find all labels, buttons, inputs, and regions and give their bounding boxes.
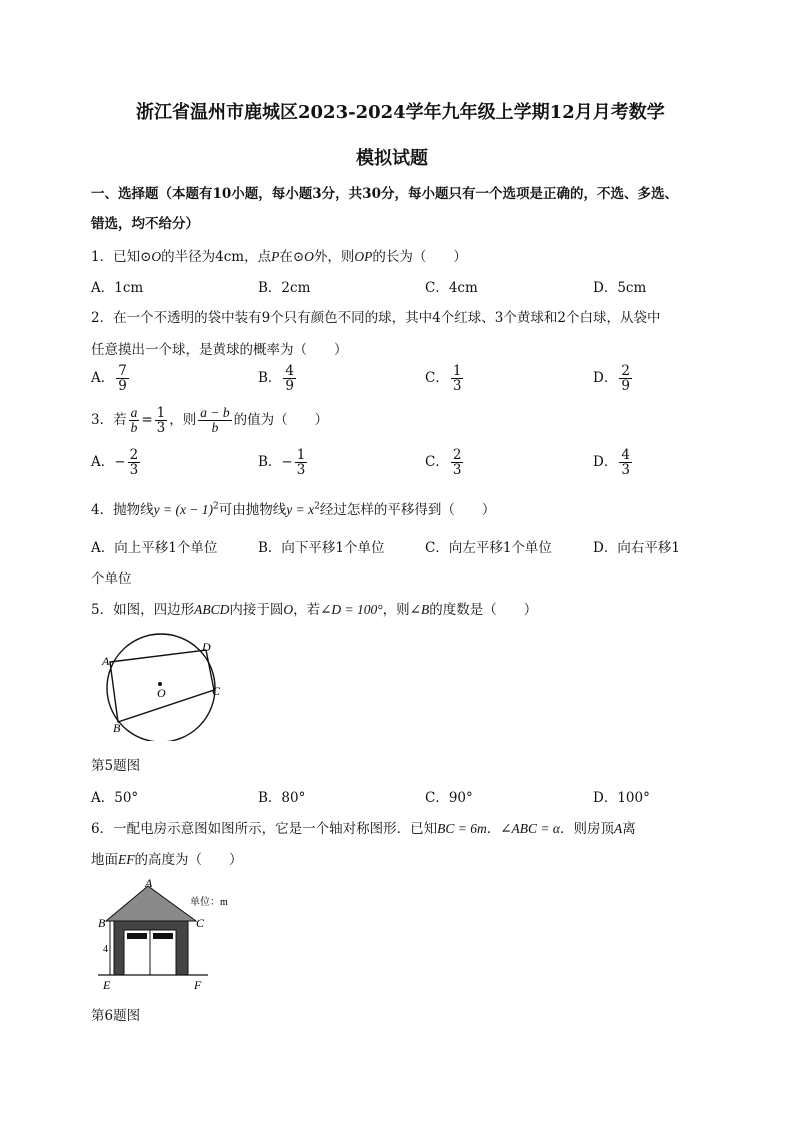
q3-option-c[interactable] <box>425 448 465 477</box>
angle-abc: ∠ABC = α <box>500 821 560 836</box>
house-figure <box>92 878 252 993</box>
q2-option-d[interactable] <box>593 364 634 393</box>
exponent: 2 <box>314 501 320 512</box>
numerator: 1 <box>156 405 166 421</box>
q6-text: ．则房顶 <box>559 821 614 837</box>
denominator: 3 <box>156 420 166 437</box>
numerator: 2 <box>452 447 462 463</box>
label-f: F <box>194 978 202 992</box>
q5-option-c[interactable]: C．90° <box>425 790 473 806</box>
question-1 <box>91 245 467 265</box>
label-c: C <box>196 916 205 930</box>
q5-option-d[interactable]: D．100° <box>593 790 650 806</box>
point-o: O <box>304 249 314 264</box>
question-2: 2．在一个不透明的袋中装有9个只有颜色不同的球，其中4个红球、3个黄球和2个白球，从袋中 <box>91 310 661 326</box>
minus-sign: − <box>281 454 293 471</box>
label-four: 4 <box>103 944 108 955</box>
denominator: 9 <box>118 378 127 395</box>
denominator: 3 <box>621 462 630 479</box>
minus-sign: − <box>114 454 126 471</box>
question-4 <box>91 498 495 518</box>
q5-text: ，若 <box>293 602 321 618</box>
option-label: A． <box>91 370 115 387</box>
q6-text: 地面 <box>91 852 118 868</box>
q1-option-b[interactable]: B．2cm <box>258 280 311 296</box>
q4-equation-1: y = (x − 1) <box>153 502 214 517</box>
option-label: D． <box>593 454 618 471</box>
fraction <box>128 448 141 477</box>
label-e: E <box>103 978 111 992</box>
q5-option-a[interactable]: A．50° <box>91 790 139 806</box>
circle-symbol: ⊙ <box>140 249 152 265</box>
segment-bc: BC = 6m <box>437 821 487 836</box>
segment-op: OP <box>354 249 373 264</box>
q4-text: 可由抛物线 <box>218 502 287 518</box>
fraction <box>619 364 632 393</box>
fraction <box>451 448 464 477</box>
option-label: C． <box>425 454 449 471</box>
angle-d: ∠D = 100° <box>320 602 383 617</box>
q5-text: 的度数是（ ） <box>429 602 538 618</box>
fraction <box>451 364 464 393</box>
circle-symbol: ⊙ <box>292 249 305 265</box>
quadrilateral-abcd: ABCD <box>194 602 230 617</box>
q2-option-a[interactable] <box>91 364 131 393</box>
fraction <box>619 448 632 477</box>
numerator: 4 <box>621 447 630 463</box>
q4-option-d[interactable]: D．向右平移1 <box>593 540 680 556</box>
q2-option-b[interactable] <box>258 364 298 393</box>
point-o: O <box>283 602 294 617</box>
q1-option-c[interactable]: C．4cm <box>425 280 478 296</box>
q3-number: 3．若 <box>91 412 127 429</box>
numerator: 1 <box>452 363 462 379</box>
equals-sign: = <box>141 412 153 429</box>
fraction <box>283 364 296 393</box>
label-b: B <box>113 721 121 735</box>
q4-option-b[interactable]: B．向下平移1个单位 <box>258 540 385 556</box>
q1-text: ，点 <box>244 249 272 265</box>
denominator: b <box>130 420 138 436</box>
q1-option-a[interactable]: A．1cm <box>91 280 144 296</box>
denominator: 3 <box>129 462 139 479</box>
q4-option-a[interactable]: A．向上平移1个单位 <box>91 540 218 556</box>
option-label: B． <box>258 370 282 387</box>
page-subtitle: 模拟试题 <box>356 148 428 169</box>
denominator: 9 <box>285 378 295 395</box>
q1-number: 1． <box>91 249 114 265</box>
q5-caption: 第5题图 <box>91 758 141 774</box>
denominator: 3 <box>452 378 462 395</box>
q1-option-d[interactable]: D．5cm <box>593 280 647 296</box>
q3-option-b[interactable] <box>258 448 309 477</box>
option-label: C． <box>425 370 449 387</box>
q6-text: 离 <box>622 821 636 837</box>
fraction <box>116 364 129 393</box>
q4-text: 经过怎样的平移得到（ ） <box>319 502 496 518</box>
fraction-one-third <box>155 406 168 435</box>
q5-text: 内接于圆 <box>229 602 284 618</box>
question-3 <box>91 406 328 435</box>
question-2-cont: 任意摸出一个球，是黄球的概率为（ ） <box>91 342 348 358</box>
q3-text: ，则 <box>169 412 197 429</box>
option-label: B． <box>258 454 282 471</box>
q5-option-b[interactable]: B．80° <box>258 790 306 806</box>
label-o: O <box>157 686 166 700</box>
circle-figure <box>96 626 236 741</box>
numerator: 1 <box>296 447 306 463</box>
numerator: a − b <box>200 405 230 420</box>
q3-text: 的值为（ ） <box>233 412 329 429</box>
q6-caption: 第6题图 <box>91 1008 141 1024</box>
door-vent-right <box>153 933 173 939</box>
label-b: B <box>98 916 106 930</box>
segment-ef: EF <box>118 852 135 867</box>
q3-option-d[interactable] <box>593 448 634 477</box>
numerator: 7 <box>118 363 127 379</box>
option-label: A． <box>91 454 115 471</box>
q3-option-a[interactable] <box>91 448 142 477</box>
q6-text: 的高度为（ ） <box>134 852 243 868</box>
q6-text: 6．一配电房示意图如图所示，它是一个轴对称图形．已知 <box>91 821 438 837</box>
q5-text: 5．如图，四边形 <box>91 602 195 618</box>
section-heading-cont: 错选，均不给分） <box>91 216 199 232</box>
point-p: P <box>271 249 280 264</box>
numerator: 2 <box>621 363 630 379</box>
fraction-amb-b <box>198 406 231 435</box>
fraction <box>295 448 308 477</box>
q1-text: 外，则 <box>313 249 355 265</box>
denominator: 3 <box>452 462 462 479</box>
label-a: A <box>102 654 110 668</box>
page-title: 浙江省温州市鹿城区2023-2024学年九年级上学期12月月考数学 <box>136 102 665 123</box>
q1-text: 在 <box>279 249 293 265</box>
q5-text: ，则 <box>382 602 410 618</box>
angle-b: ∠B <box>409 602 430 617</box>
q4-equation-2: y = x <box>286 502 315 517</box>
denominator: b <box>211 420 219 436</box>
q4-option-c[interactable]: C．向左平移1个单位 <box>425 540 552 556</box>
q1-text: 的长为（ ） <box>372 249 467 265</box>
numerator: 2 <box>129 447 139 463</box>
q6-text: ． <box>486 821 501 837</box>
door-vent-left <box>127 933 147 939</box>
question-6 <box>91 817 636 837</box>
point-o: O <box>151 249 162 264</box>
label-a: A <box>145 878 153 890</box>
q1-text: 的半径为 <box>161 249 216 265</box>
denominator: 9 <box>621 378 630 395</box>
q1-radius: 4cm <box>215 249 245 265</box>
numerator: 4 <box>285 363 295 379</box>
fraction-a-b <box>129 406 140 435</box>
label-c: C <box>212 684 221 698</box>
q4-option-d-cont: 个单位 <box>91 571 132 587</box>
exponent: 2 <box>213 501 219 512</box>
question-5 <box>91 598 537 618</box>
option-label: D． <box>593 370 618 387</box>
q1-text: 已知 <box>113 249 141 265</box>
section-heading: 一、选择题（本题有10小题，每小题3分，共30分，每小题只有一个选项是正确的，不选、多选、 <box>91 186 678 202</box>
denominator: 3 <box>296 462 306 479</box>
label-d: D <box>202 640 211 654</box>
q4-text: 4．抛物线 <box>91 502 154 518</box>
point-a: A <box>613 821 623 836</box>
question-6-cont <box>91 848 243 868</box>
numerator: a <box>130 405 138 420</box>
roof <box>106 886 196 921</box>
q2-option-c[interactable] <box>425 364 465 393</box>
unit-label: 单位：m <box>190 897 228 908</box>
